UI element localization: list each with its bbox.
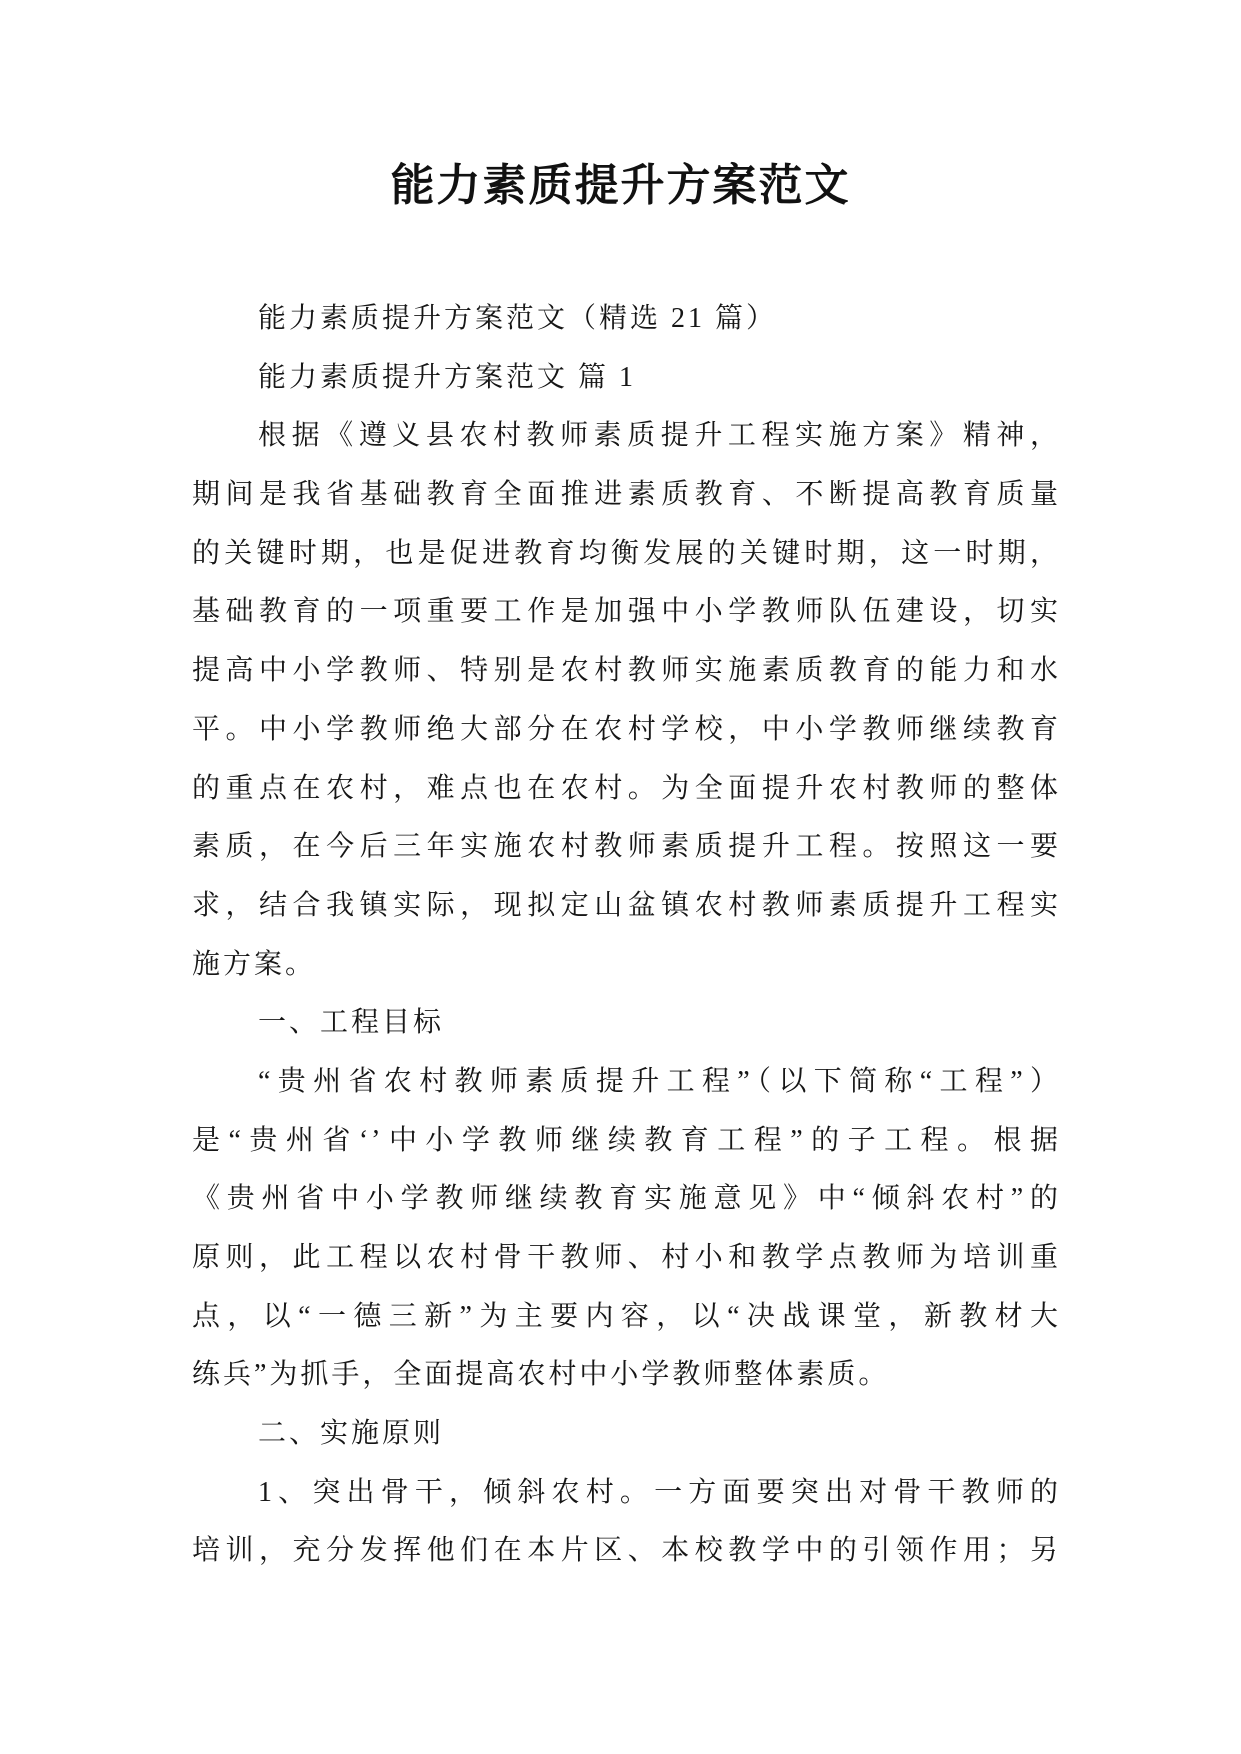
section-heading-principles xyxy=(192,1405,1061,1464)
paragraph-principle-1 xyxy=(192,1464,1061,1581)
text-line: 培训，充分发挥他们在本片区、本校教学中的引领作用；另 xyxy=(192,1535,1061,1567)
section-heading-goals xyxy=(192,994,1061,1053)
text-line: 二、实施原则 xyxy=(258,1418,445,1450)
text-line: 能力素质提升方案范文（精选 21 篇） xyxy=(258,303,778,334)
article-heading xyxy=(192,349,1061,408)
text-line: 原则，此工程以农村骨干教师、村小和教学点教师为培训重 xyxy=(192,1242,1061,1273)
text-line: 平。中小学教师绝大部分在农村学校，中小学教师继续教育 xyxy=(192,713,1061,745)
paragraph-goals xyxy=(192,1053,1061,1405)
text-line: 基础教育的一项重要工作是加强中小学教师队伍建设，切实 xyxy=(192,596,1061,628)
text-line: 的关键时期，也是促进教育均衡发展的关键时期，这一时期， xyxy=(192,537,1061,569)
text-line: “贵州省农村教师素质提升工程”（以下简称“工程”） xyxy=(258,1065,1061,1097)
text-line: 1、突出骨干，倾斜农村。一方面要突出对骨干教师的 xyxy=(258,1476,1061,1508)
text-line: 《贵州省中小学教师继续教育实施意见》中“倾斜农村”的 xyxy=(192,1183,1061,1215)
text-line: 的重点在农村，难点也在农村。为全面提升农村教师的整体 xyxy=(192,772,1061,804)
text-line: 求，结合我镇实际，现拟定山盆镇农村教师素质提升工程实 xyxy=(192,889,1061,921)
text-line: 施方案。 xyxy=(192,948,317,980)
document-body xyxy=(192,290,1061,1581)
text-line: 根据《遵义县农村教师素质提升工程实施方案》精神， xyxy=(258,420,1061,452)
text-line: 点，以“一德三新”为主要内容，以“决战课堂，新教材大 xyxy=(192,1300,1061,1332)
text-line: 素质，在今后三年实施农村教师素质提升工程。按照这一要 xyxy=(192,831,1061,863)
text-line: 期间是我省基础教育全面推进素质教育、不断提高教育质量 xyxy=(192,479,1061,511)
document-title: 能力素质提升方案范文 xyxy=(390,161,851,210)
paragraph-intro xyxy=(192,407,1061,994)
collection-heading xyxy=(192,290,1061,349)
text-line: 能力素质提升方案范文 篇 1 xyxy=(258,361,637,393)
text-line: 练兵”为抓手，全面提高农村中小学教师整体素质。 xyxy=(192,1359,890,1391)
text-line: 一、工程目标 xyxy=(258,1007,445,1039)
text-line: 提高中小学教师、特别是农村教师实施素质教育的能力和水 xyxy=(192,655,1061,687)
text-line: 是“贵州省‘’中小学教师继续教育工程”的子工程。根据 xyxy=(192,1124,1061,1156)
